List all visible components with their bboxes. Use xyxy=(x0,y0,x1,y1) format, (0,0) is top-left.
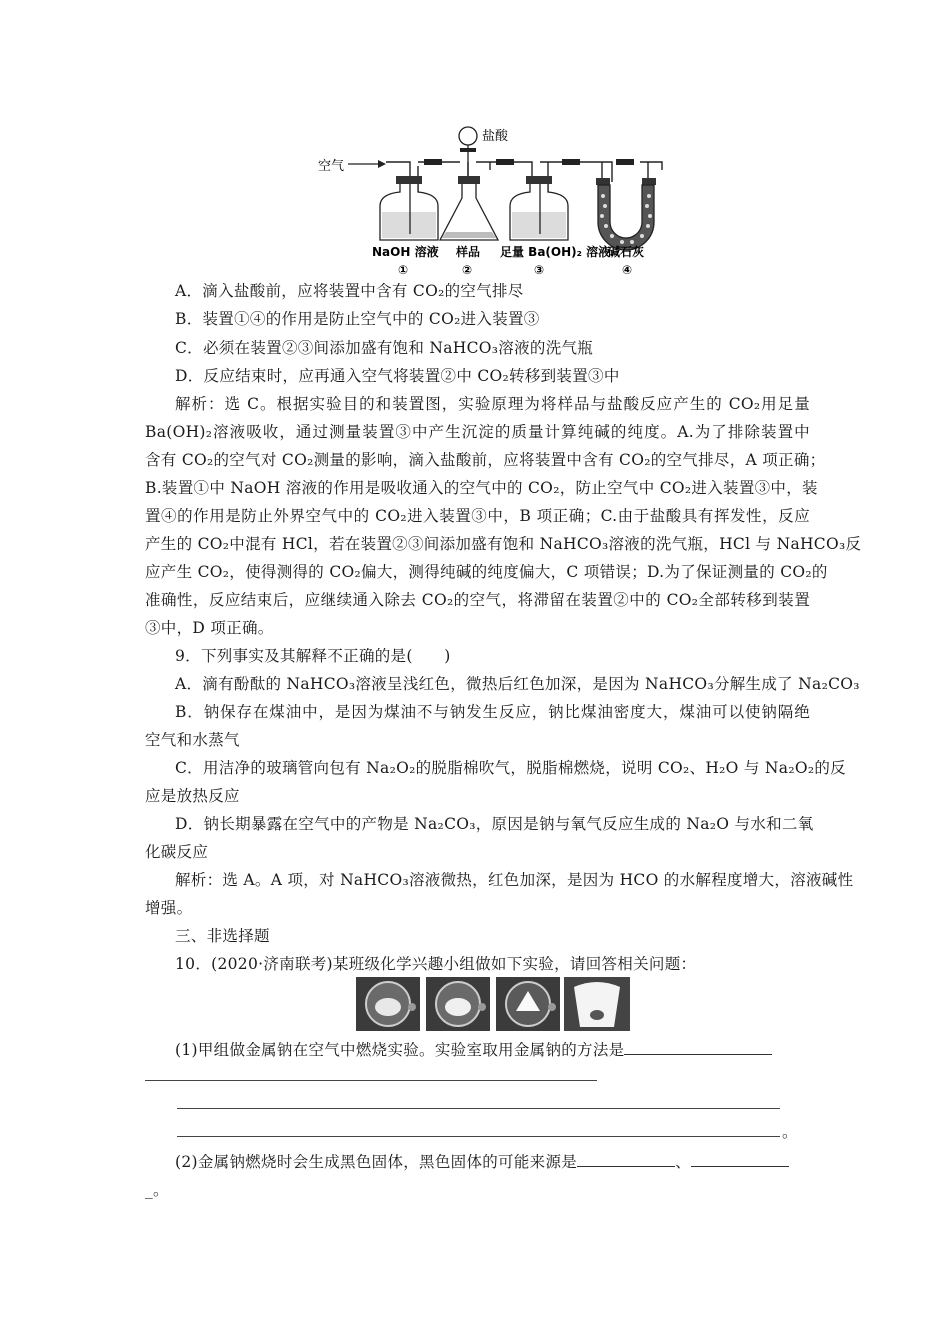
analysis-line: B.装置①中 NaOH 溶液的作用是吸收通入的空气中的 CO₂，防止空气中 CO₂进入装置③中，装 xyxy=(145,479,818,497)
q9-option-b: B．钠保存在煤油中，是因为煤油不与钠发生反应，钠比煤油密度大，煤油可以使钠隔绝 xyxy=(175,703,810,721)
analysis-line: ③中，D 项正确。 xyxy=(145,619,274,637)
analysis-line: 含有 CO₂的空气对 CO₂测量的影响，滴入盐酸前，应将装置中含有 CO₂的空气排尽，A 项正确； xyxy=(145,451,826,469)
air-arrow-head xyxy=(378,160,386,168)
air-label: 空气 xyxy=(318,159,345,174)
u-tube-stopper-right xyxy=(642,178,656,185)
hcl-label: 盐酸 xyxy=(482,129,509,144)
analysis-line: Ba(OH)₂溶液吸收，通过测量装置③中产生沉淀的质量计算纯碱的纯度。A.为了排除装置中 xyxy=(145,423,810,441)
question-9: 9．下列事实及其解释不正确的是( ) xyxy=(175,647,451,665)
q9-option-d-cont: 化碳反应 xyxy=(145,843,209,861)
bottle-3-liquid xyxy=(512,212,566,238)
label-num-1: ① xyxy=(398,263,409,277)
label-sample: 样品 xyxy=(456,245,481,259)
q10-part2 xyxy=(175,1152,810,1172)
rubber-joint-1 xyxy=(424,159,442,165)
funnel-bulb xyxy=(459,127,477,145)
period-mark: 。 xyxy=(782,1123,798,1141)
analysis-line: 置④的作用是防止外界空气中的 CO₂进入装置③中，B 项正确；C.由于盐酸具有挥发性，反应 xyxy=(145,507,810,525)
flask-sample xyxy=(442,232,496,238)
q9-analysis: 解析：选 A。A 项，对 NaHCO₃溶液微热，红色加深，是因为 HCO 的水解程度增大，溶液碱性 xyxy=(175,871,854,889)
answer-line[interactable] xyxy=(177,1136,780,1137)
q9-option-a: A．滴有酚酞的 NaHCO₃溶液呈浅红色，微热后红色加深，是因为 NaHCO₃分解生成了 Na₂CO₃ xyxy=(175,675,860,693)
option-a: A．滴入盐酸前，应将装置中含有 CO₂的空气排尽 xyxy=(175,282,524,300)
photo-3 xyxy=(496,977,560,1031)
rubber-joint-3 xyxy=(562,159,580,165)
answer-blank[interactable] xyxy=(624,1040,772,1055)
analysis-line: 产生的 CO₂中混有 HCl，若在装置②③间添加盛有饱和 NaHCO₃溶液的洗气瓶，HCl 与 NaHCO₃反 xyxy=(145,535,862,553)
label-soda-lime: 碱石灰 xyxy=(608,245,645,259)
q9-option-c: C．用洁净的玻璃管向包有 Na₂O₂的脱脂棉吹气，脱脂棉燃烧，说明 CO₂、H₂O 与 Na₂O₂的反 xyxy=(175,759,846,777)
q9-analysis-cont: 增强。 xyxy=(145,899,193,917)
bottle-3-stopper xyxy=(526,176,552,184)
q9-option-b-cont: 空气和水蒸气 xyxy=(145,731,240,749)
comma-mark: 、 xyxy=(675,1153,691,1171)
flask-stopper xyxy=(458,176,480,184)
q9-option-d: D．钠长期暴露在空气中的产物是 Na₂CO₃，原因是钠与氧气反应生成的 Na₂O 与水和二氧 xyxy=(175,815,814,833)
rubber-joint-4 xyxy=(616,159,634,165)
analysis-line: 应产生 CO₂，使得测得的 CO₂偏大，测得纯碱的纯度偏大，C 项错误；D.为了保证测量的 CO₂的 xyxy=(145,563,828,581)
answer-blank[interactable] xyxy=(691,1152,789,1167)
bottle-1-stopper xyxy=(396,176,422,184)
analysis-line: 解析：选 C。根据实验目的和装置图，实验原理为将样品与盐酸反应产生的 CO₂用足量 xyxy=(175,395,810,413)
u-tube xyxy=(598,185,654,250)
label-num-3: ③ xyxy=(534,263,545,277)
photo-2 xyxy=(426,977,490,1031)
apparatus-diagram xyxy=(300,122,680,282)
conical-flask xyxy=(440,184,498,240)
q9-option-c-cont: 应是放热反应 xyxy=(145,787,240,805)
rubber-joint-2 xyxy=(496,159,514,165)
experiment-photos xyxy=(356,977,630,1031)
label-naoh: NaOH 溶液 xyxy=(372,245,439,259)
bottle-1-liquid xyxy=(382,212,436,238)
answer-line[interactable] xyxy=(145,1080,597,1081)
option-d: D．反应结束时，应再通入空气将装置②中 CO₂转移到装置③中 xyxy=(175,367,620,385)
option-b: B．装置①④的作用是防止空气中的 CO₂进入装置③ xyxy=(175,310,540,328)
label-num-2: ② xyxy=(462,263,473,277)
answer-blank[interactable] xyxy=(577,1152,675,1167)
q10-part1-text: (1)甲组做金属钠在空气中燃烧实验。实验室取用金属钠的方法是 xyxy=(175,1041,625,1059)
photo-4 xyxy=(564,977,630,1031)
photo-1 xyxy=(356,977,420,1031)
u-tube-stopper-left xyxy=(596,178,610,185)
answer-line[interactable] xyxy=(177,1108,780,1109)
q10-part2-text: (2)金属钠燃烧时会生成黑色固体，黑色固体的可能来源是 xyxy=(175,1153,578,1171)
q10-part2-end: _。 xyxy=(145,1181,169,1199)
analysis-line: 准确性，反应结束后，应继续通入除去 CO₂的空气，将滞留在装置②中的 CO₂全部转移到装置 xyxy=(145,591,810,609)
connecting-tube xyxy=(640,162,662,178)
q10-part1 xyxy=(175,1040,810,1060)
question-10: 10．(2020·济南联考)某班级化学兴趣小组做如下实验，请回答相关问题： xyxy=(175,955,697,973)
section-heading: 三、非选择题 xyxy=(175,927,270,945)
label-baoh2: 足量 Ba(OH)₂ 溶液 xyxy=(500,245,611,259)
option-c: C．必须在装置②③间添加盛有饱和 NaHCO₃溶液的洗气瓶 xyxy=(175,339,594,357)
label-num-4: ④ xyxy=(622,263,633,277)
